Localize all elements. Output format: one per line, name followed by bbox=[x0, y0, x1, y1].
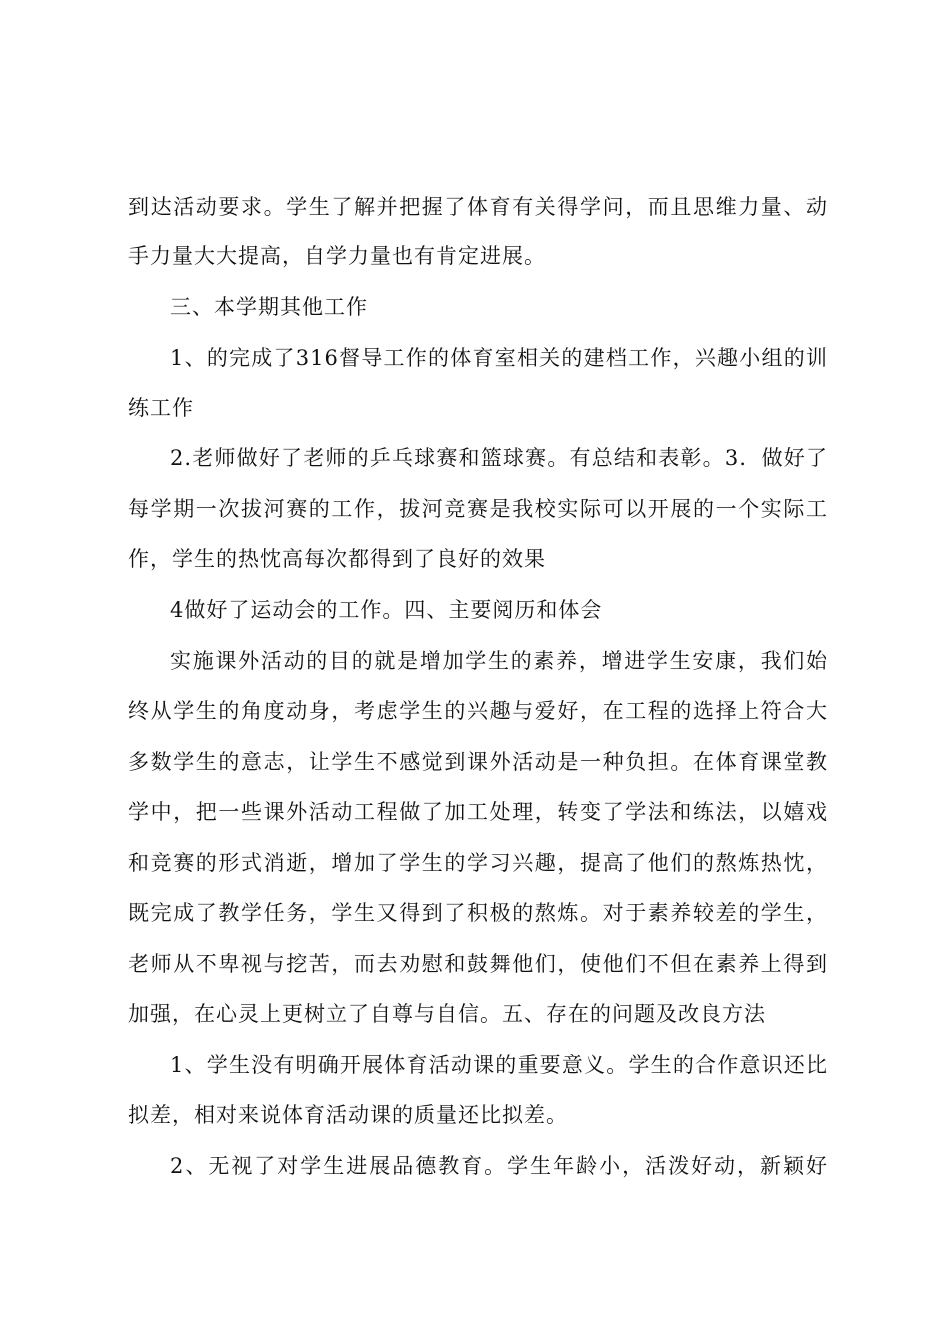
text-line: 拟差，相对来说体育活动课的质量还比拟差。 bbox=[128, 1103, 568, 1127]
text-line: 多数学生的意志，让学生不感觉到课外活动是一种负担。在体育课堂教 bbox=[128, 750, 828, 774]
text-line: 练工作 bbox=[128, 396, 194, 420]
text-line: 既完成了教学任务，学生又得到了积极的熬炼。对于素养较差的学生， bbox=[128, 901, 828, 925]
text-line: 实施课外活动的目的就是增加学生的素养，增进学生安康，我们始 bbox=[170, 649, 828, 673]
text-line: 学中，把一些课外活动工程做了加工处理，转变了学法和练法，以嬉戏 bbox=[128, 800, 828, 824]
section-heading: 三、本学期其他工作 bbox=[170, 295, 368, 319]
text-line: 作，学生的热忱高每次都得到了良好的效果 bbox=[128, 547, 546, 571]
text-line: 终从学生的角度动身，考虑学生的兴趣与爱好，在工程的选择上符合大 bbox=[128, 699, 828, 723]
text-line: 1、的完成了316督导工作的体育室相关的建档工作，兴趣小组的训 bbox=[170, 346, 828, 370]
text-line: 4做好了运动会的工作。四、主要阅历和体会 bbox=[170, 598, 603, 622]
text-line: 和竞赛的形式消逝，增加了学生的学习兴趣，提高了他们的熬炼热忱， bbox=[128, 851, 828, 875]
text-line: 到达活动要求。学生了解并把握了体育有关得学问，而且思维力量、动 bbox=[128, 195, 828, 219]
text-line: 老师从不卑视与挖苦，而去劝慰和鼓舞他们，使他们不但在素养上得到 bbox=[128, 952, 828, 976]
text-line: 手力量大大提高，自学力量也有肯定进展。 bbox=[128, 244, 546, 268]
text-line: 1、学生没有明确开展体育活动课的重要意义。学生的合作意识还比 bbox=[170, 1053, 828, 1077]
text-line: 2、无视了对学生进展品德教育。学生年龄小，活泼好动，新颖好 bbox=[170, 1154, 828, 1178]
text-line: 2.老师做好了老师的乒乓球赛和篮球赛。有总结和表彰。3．做好了 bbox=[170, 446, 828, 470]
text-line: 每学期一次拔河赛的工作，拔河竞赛是我校实际可以开展的一个实际工 bbox=[128, 497, 828, 521]
text-line: 加强，在心灵上更树立了自尊与自信。五、存在的问题及改良方法 bbox=[128, 1002, 766, 1026]
